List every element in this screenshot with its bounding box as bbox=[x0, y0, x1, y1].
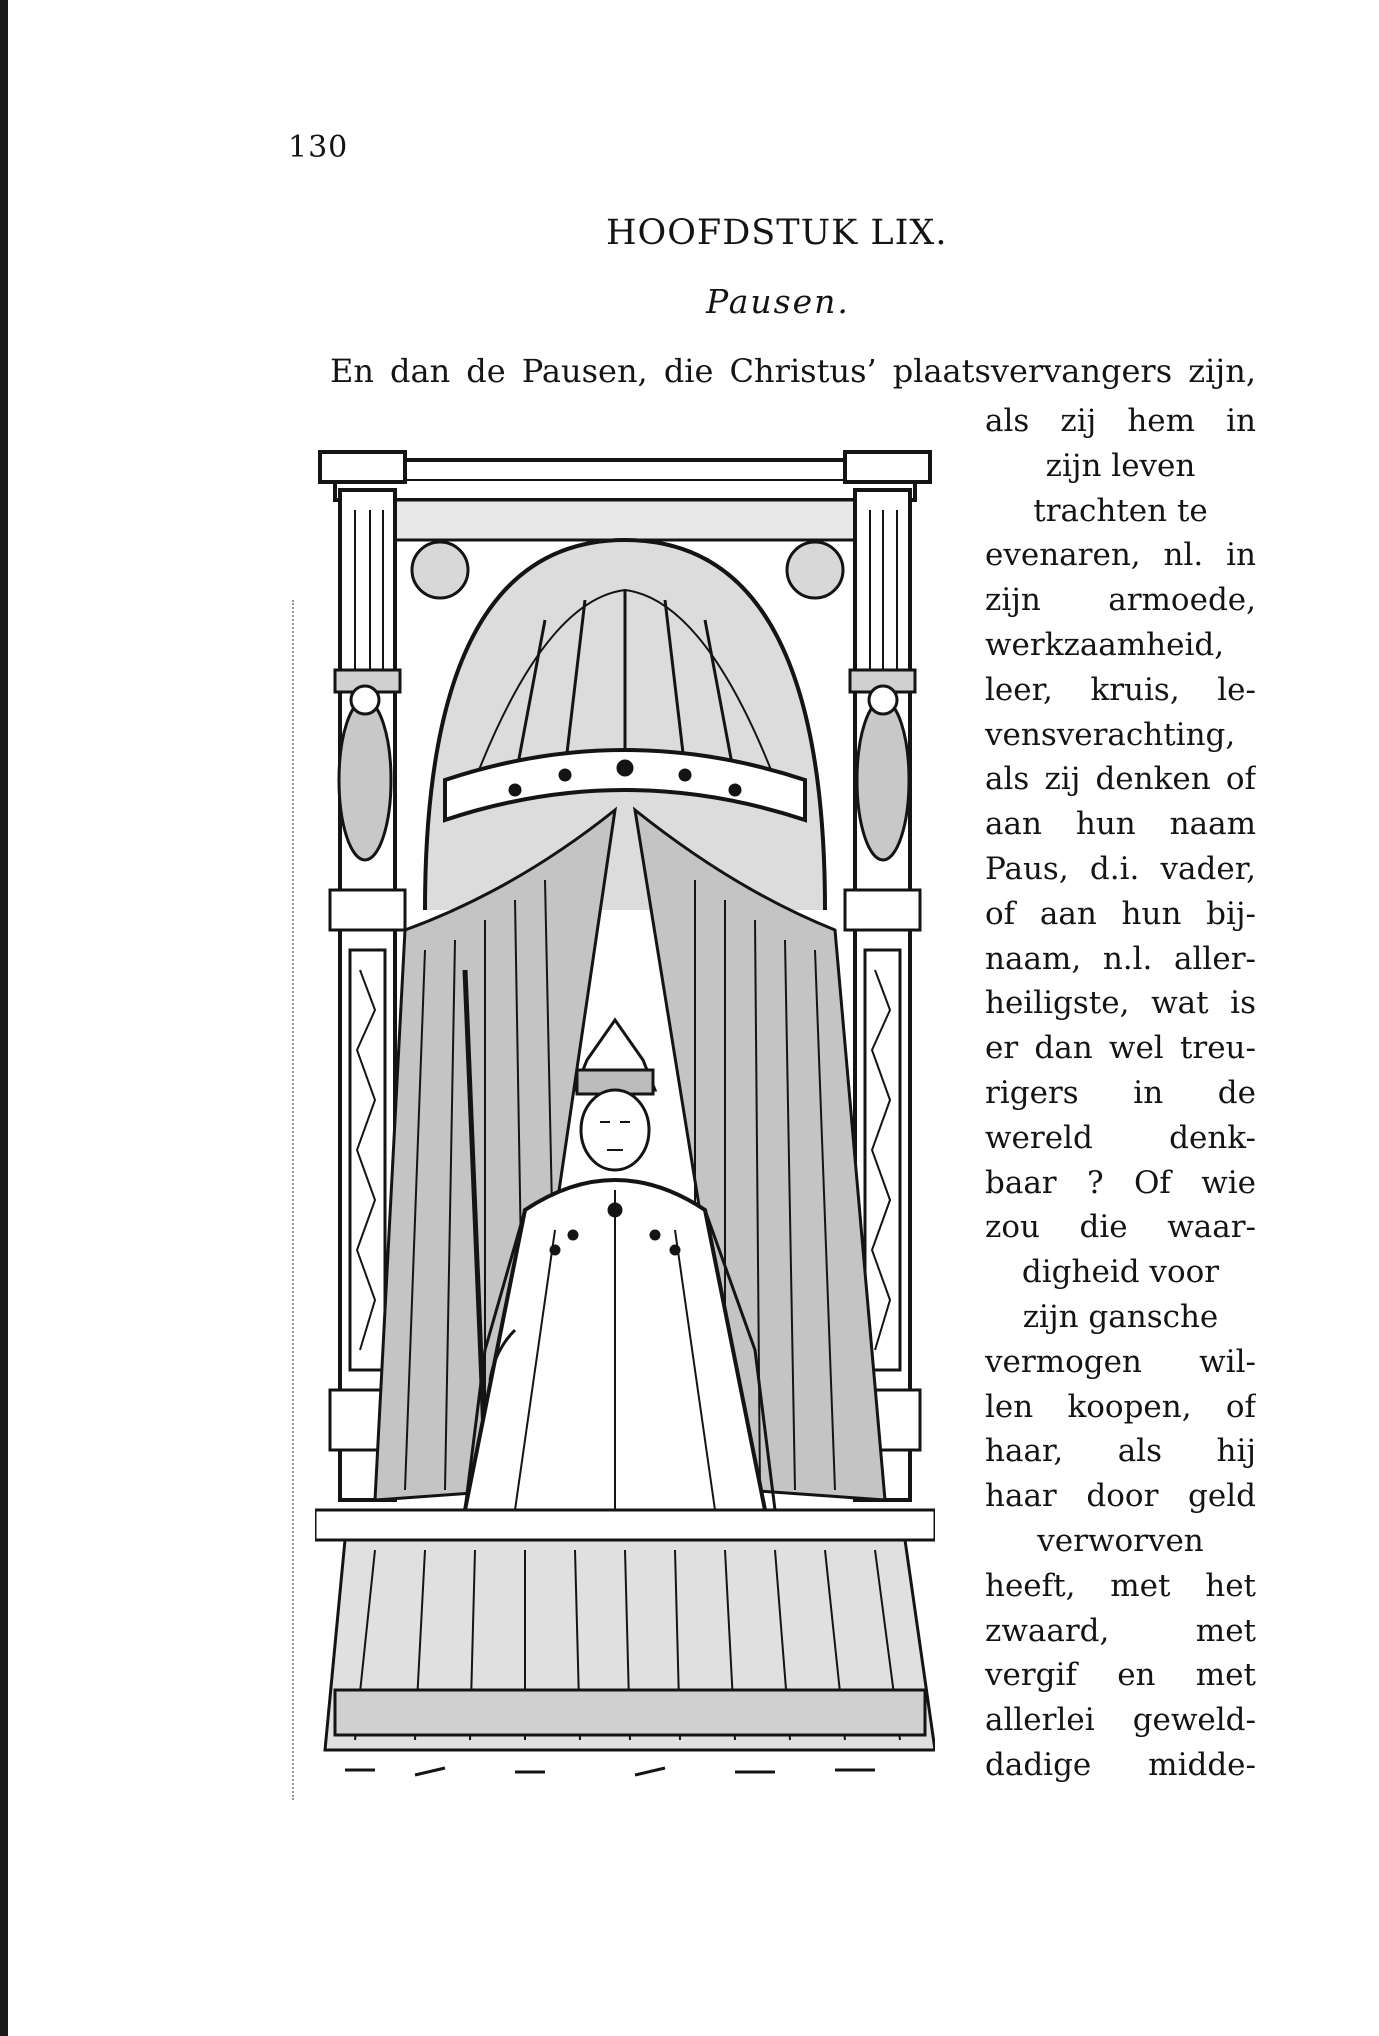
chapter-subtitle: Pausen. bbox=[706, 282, 850, 321]
text-line: digheid voor bbox=[1021, 1254, 1220, 1291]
text-line: zijn gansche bbox=[1022, 1298, 1219, 1335]
text-line: zwaard, met bbox=[985, 1612, 1256, 1649]
text-line: evenaren, nl. in bbox=[985, 537, 1256, 574]
text-line: Paus, d.i. vader, bbox=[985, 850, 1256, 887]
text-line: haar, als hij bbox=[985, 1433, 1256, 1470]
chapter-heading: HOOFDSTUK LIX. bbox=[606, 213, 948, 253]
text-line: of aan hun bij- bbox=[985, 895, 1256, 932]
text-line: vergif en met bbox=[985, 1657, 1256, 1694]
text-line: wereld denk- bbox=[985, 1119, 1256, 1156]
text-line: als zij denken of bbox=[985, 761, 1256, 798]
text-line: rigers in de bbox=[985, 1074, 1256, 1111]
text-line: werkzaamheid, bbox=[985, 626, 1225, 663]
text-line: trachten te bbox=[1033, 492, 1208, 529]
text-line: zijn armoede, bbox=[985, 582, 1256, 619]
text-line: len koopen, of bbox=[985, 1388, 1256, 1425]
text-column bbox=[985, 399, 1256, 1788]
text-line: haar door geld bbox=[985, 1478, 1256, 1515]
text-line: vensverachting, bbox=[985, 716, 1236, 753]
text-line: zijn leven bbox=[1045, 447, 1196, 484]
text-line: heeft, met het bbox=[985, 1567, 1256, 1604]
text-line: heiligste, wat is bbox=[985, 985, 1256, 1022]
text-line: aan hun naam bbox=[985, 806, 1256, 843]
text-line: leer, kruis, le- bbox=[985, 671, 1256, 708]
text-line: verworven bbox=[1037, 1522, 1204, 1559]
text-line: naam, n.l. aller- bbox=[985, 940, 1256, 977]
text-line: vermogen wil- bbox=[985, 1343, 1256, 1380]
text-line: baar ? Of wie bbox=[985, 1164, 1256, 1201]
text-line: allerlei geweld- bbox=[985, 1702, 1256, 1739]
lead-text-line: En dan de Pausen, die Christus’ plaatsvervangers zijn, bbox=[330, 352, 1256, 390]
page-binding-edge bbox=[0, 0, 8, 2036]
text-line: als zij hem in bbox=[985, 403, 1256, 439]
margin-dotted-rule bbox=[292, 600, 300, 1800]
text-line: zou die waar- bbox=[985, 1209, 1256, 1246]
page-number: 130 bbox=[288, 130, 349, 165]
text-line: er dan wel treu- bbox=[985, 1030, 1256, 1067]
text-line: dadige midde- bbox=[985, 1746, 1256, 1783]
woodcut-pope-enthroned-icon bbox=[315, 450, 935, 1790]
